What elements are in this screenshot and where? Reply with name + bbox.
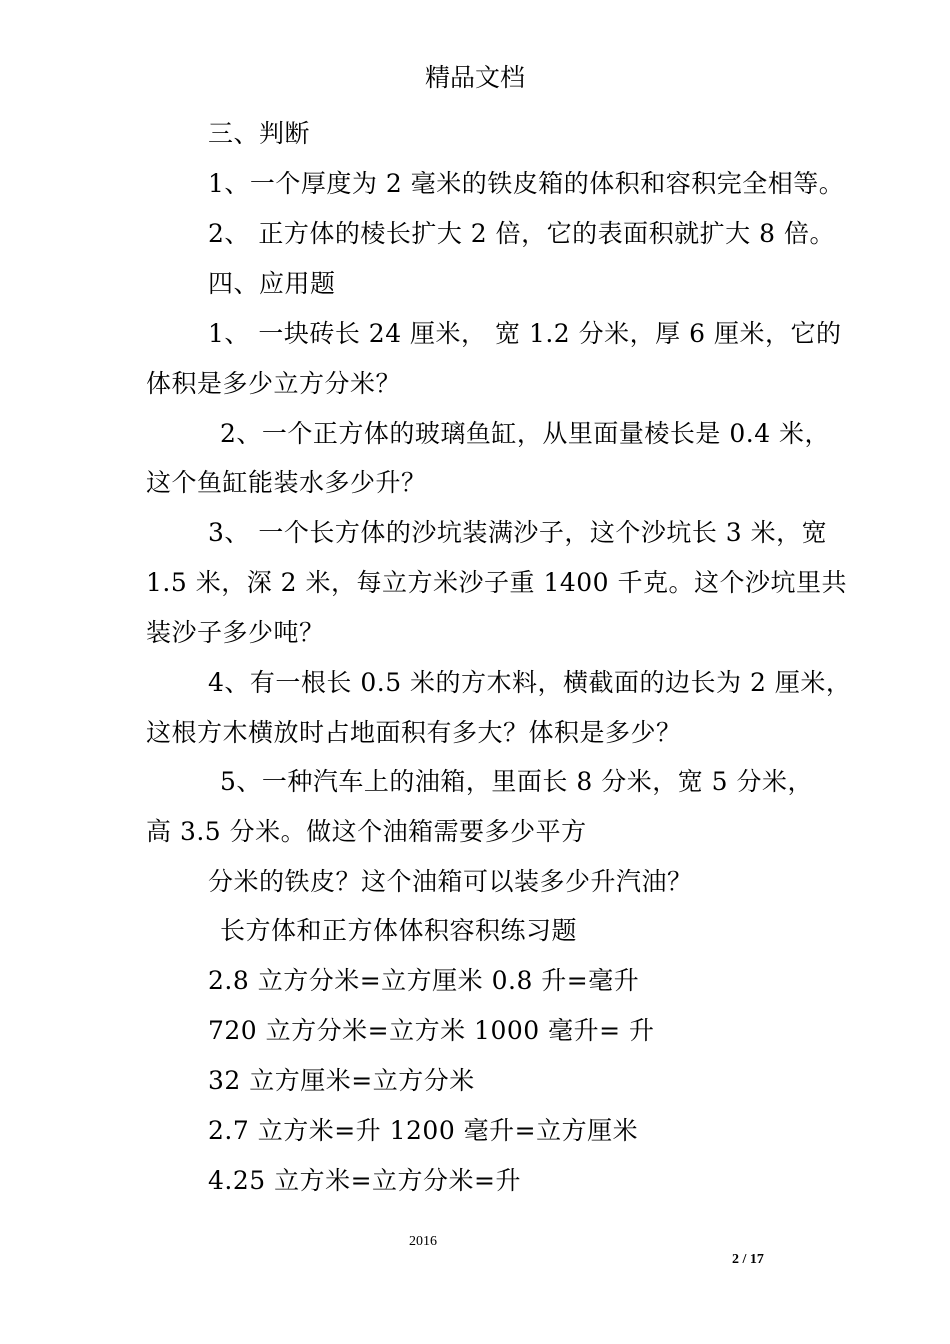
question-line: 这个鱼缸能装水多少升？ bbox=[146, 468, 427, 497]
page-number: 2 / 17 bbox=[732, 1252, 764, 1267]
question-line: 2、一个正方体的玻璃鱼缸，从里面量棱长是 0.4 米， bbox=[220, 419, 831, 448]
question-line: 2、 正方体的棱长扩大 2 倍，它的表面积就扩大 8 倍。 bbox=[208, 219, 835, 248]
question-line: 1、一个厚度为 2 毫米的铁皮箱的体积和容积完全相等。 bbox=[208, 169, 845, 198]
question-line: 4、有一根长 0.5 米的方木料，横截面的边长为 2 厘米， bbox=[208, 668, 852, 697]
question-line: 装沙子多少吨？ bbox=[146, 618, 325, 647]
exercise-line: 720 立方分米=立方米 1000 毫升= 升 bbox=[208, 1016, 655, 1045]
page-header-title: 精品文档 bbox=[424, 63, 525, 92]
question-line: 1、 一块砖长 24 厘米， 宽 1.2 分米，厚 6 厘米，它的 bbox=[208, 319, 842, 348]
exercise-line: 2.7 立方米=升 1200 毫升=立方厘米 bbox=[208, 1116, 639, 1145]
question-line: 体积是多少立方分米？ bbox=[146, 369, 402, 398]
exercise-line: 2.8 立方分米=立方厘米 0.8 升=毫升 bbox=[208, 966, 640, 995]
question-line: 3、 一个长方体的沙坑装满沙子，这个沙坑长 3 米，宽 bbox=[208, 518, 828, 547]
question-line: 分米的铁皮？这个油箱可以装多少升汽油？ bbox=[208, 867, 693, 896]
exercise-line: 4.25 立方米=立方分米=升 bbox=[208, 1166, 522, 1195]
exercise-line: 32 立方厘米=立方分米 bbox=[208, 1066, 475, 1095]
question-line: 5、一种汽车上的油箱，里面长 8 分米，宽 5 分米， bbox=[220, 767, 814, 796]
question-line: 1.5 米，深 2 米，每立方米沙子重 1400 千克。这个沙坑里共 bbox=[146, 568, 848, 597]
section-heading-judgement: 三、判断 bbox=[208, 119, 311, 148]
question-line: 这根方木横放时占地面积有多大？体积是多少？ bbox=[146, 718, 682, 747]
exercise-title: 长方体和正方体体积容积练习题 bbox=[220, 916, 578, 945]
footer-year: 2016 bbox=[409, 1234, 437, 1249]
question-line: 高 3.5 分米。做这个油箱需要多少平方 bbox=[146, 817, 587, 846]
section-heading-application: 四、应用题 bbox=[208, 269, 336, 298]
